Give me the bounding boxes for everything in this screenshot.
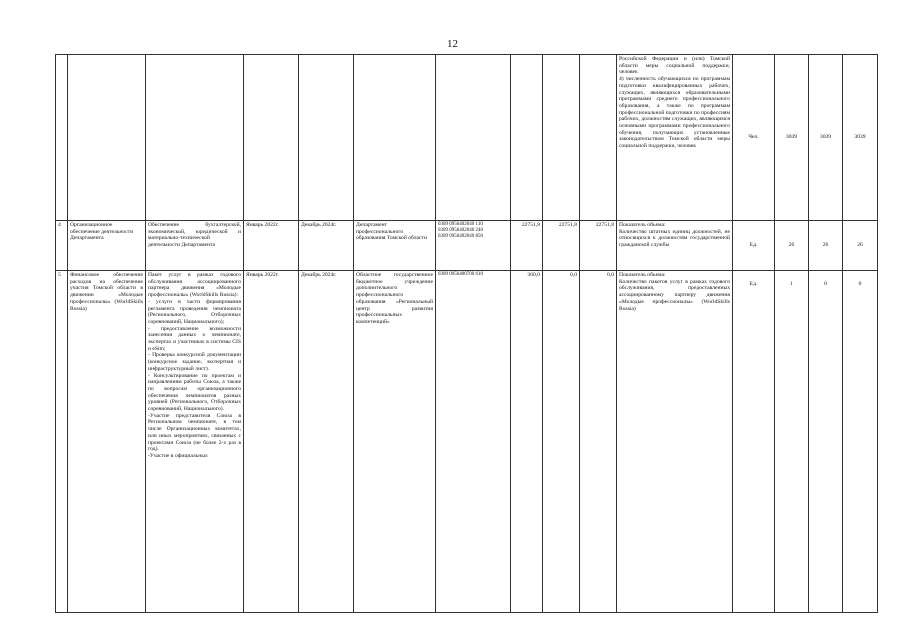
table-row bbox=[56, 271, 878, 613]
cell-indicator: Показатель объема: Количество пакетов услуг в рамках годового обслуживания, предоставленных ассоциированному партнеру движения «Молодые профессионалы» (WorldSkills Russia) bbox=[617, 271, 733, 613]
cell-kbk: 0309 0956402040 110 0309 0956402040 240 0309 0956402040 850 bbox=[436, 221, 511, 271]
cell-sum-2 bbox=[543, 55, 580, 221]
cell-unit: Чел. bbox=[733, 55, 775, 221]
cell-unit: Ед. bbox=[733, 221, 775, 271]
table-row bbox=[56, 221, 878, 271]
cell-executor bbox=[354, 55, 436, 221]
cell-num bbox=[56, 55, 68, 221]
cell-start: Январь 2022г. bbox=[244, 221, 299, 271]
cell-sum-3 bbox=[580, 55, 617, 221]
cell-name: Организационное обеспечение деятельности Департамента bbox=[68, 221, 146, 271]
cell-start bbox=[244, 55, 299, 221]
cell-content bbox=[146, 55, 244, 221]
cell-value-1: 3039 bbox=[775, 55, 809, 221]
cell-value-3: 3039 bbox=[843, 55, 878, 221]
cell-value-2: 0 bbox=[809, 271, 843, 613]
cell-end bbox=[299, 55, 354, 221]
cell-sum-2: 0,0 bbox=[543, 271, 580, 613]
cell-kbk bbox=[436, 55, 511, 221]
program-table bbox=[55, 54, 878, 613]
cell-content: Пакет услуг в рамках годового обслуживания ассоциированного партнера движения «Молодые профессионалы» (WorldSkills Russia): - услуги в части формирования регламента проведения чемпионата (Регионального, Отборочных соревнований, Национального); - предоставление возможности занесения данных о чемпионате, экспертах и участниках в системы CIS и eSim; - Проверка конкурсной документации (конкурсное задание, экспертная и инфраструктурный лист). - Консультирование по проектам и направлениям работы Союза, а также по вопросам организационного обеспечения чемпионатов разных уровней (Регионального, Отборочных соревнований, Национального). -Участие представителя Союза в Региональном чемпионате, в том числе Организационных комитетах, или иных мероприятиях, связанных с проектами Союза (не более 2-х раз в год). -Участие в официальных bbox=[146, 271, 244, 613]
cell-sum-3: 0,0 bbox=[580, 271, 617, 613]
cell-value-3: 26 bbox=[843, 221, 878, 271]
cell-sum-1 bbox=[511, 55, 543, 221]
cell-value-1: 26 bbox=[775, 221, 809, 271]
cell-executor: Департамент профессионального образования Томской области bbox=[354, 221, 436, 271]
cell-num: 4 bbox=[56, 221, 68, 271]
table-row bbox=[56, 55, 878, 221]
cell-end: Декабрь 2024г. bbox=[299, 271, 354, 613]
cell-value-2: 3039 bbox=[809, 55, 843, 221]
cell-indicator: Российской Федерации и (или) Томской области меры социальной поддержки, человек 4) численность обучающихся по программам подготовки квалифицированных рабочих, служащих, являющихся образовательными программами среднего профессионального образования, а также по программам профессиональной подготовки по профессиям рабочих, должностям служащих, являющимся основными программами профессионального обучения, получающих установленные законодательством Томской области меры социальной поддержки, человек bbox=[617, 55, 733, 221]
cell-indicator: Показатель объема: Количество штатных единиц должностей, не относящихся к должностям государственной гражданской службы bbox=[617, 221, 733, 271]
cell-value-3: 0 bbox=[843, 271, 878, 613]
cell-sum-1: 360,0 bbox=[511, 271, 543, 613]
cell-executor: Областное государственное бюджетное учреждение дополнительного профессионального образования «Региональный центр развития профессиональных компетенций» bbox=[354, 271, 436, 613]
cell-value-1: 1 bbox=[775, 271, 809, 613]
cell-unit: Ед. bbox=[733, 271, 775, 613]
cell-start: Январь 2022г. bbox=[244, 271, 299, 613]
cell-content: Обеспечение бухгалтерской, экономической, юридической и материально-технической деятельности Департамента bbox=[146, 221, 244, 271]
cell-sum-2: 22751,8 bbox=[543, 221, 580, 271]
cell-sum-3: 22751,8 bbox=[580, 221, 617, 271]
cell-num: 5 bbox=[56, 271, 68, 613]
cell-kbk: 0309 0956400700 610 bbox=[436, 271, 511, 613]
cell-name: Финансовое обеспечение расходов на обеспечение участия Томской области в движении «Молодые профессионалы» (WorldSkills Russia) bbox=[68, 271, 146, 613]
cell-name bbox=[68, 55, 146, 221]
cell-value-2: 26 bbox=[809, 221, 843, 271]
cell-end: Декабрь 2024г. bbox=[299, 221, 354, 271]
cell-sum-1: 22751,8 bbox=[511, 221, 543, 271]
page-number: 12 bbox=[447, 38, 458, 50]
